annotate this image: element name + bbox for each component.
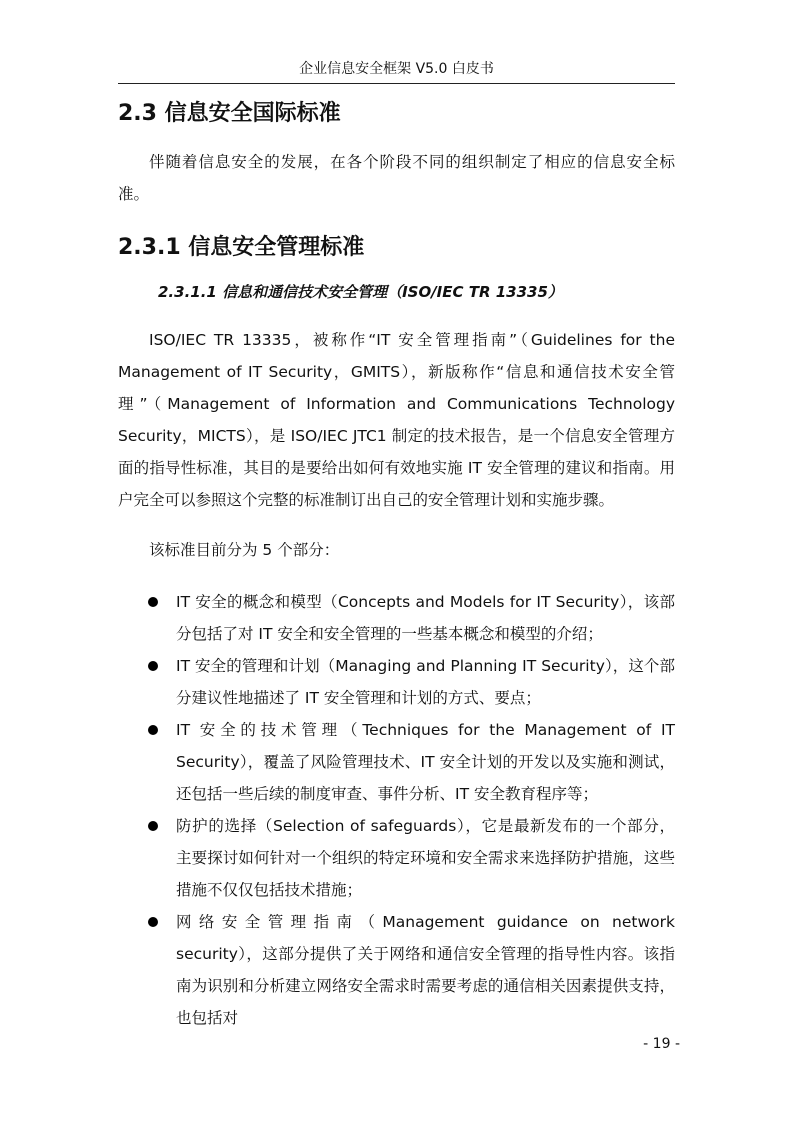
- section-intro-paragraph: 伴随着信息安全的发展，在各个阶段不同的组织制定了相应的信息安全标准。: [118, 153, 675, 203]
- list-item: [118, 650, 675, 714]
- section-heading: 2.3 信息安全国际标准: [118, 101, 341, 126]
- list-item: [118, 714, 675, 810]
- list-item-text: 防护的选择（Selection of safeguards），它是最新发布的一个部分，主要探讨如何针对一个组织的特定环境和安全需求来选择防护措施，这些措施不仅仅包括技术措施；: [176, 817, 675, 899]
- parts-intro: 该标准目前分为 5 个部分：: [149, 541, 340, 559]
- list-item-text: IT 安全的管理和计划（Managing and Planning IT Security），这个部分建议性地描述了 IT 安全管理和计划的方式、要点；: [176, 657, 675, 707]
- parts-list: [118, 586, 675, 1034]
- list-item: [118, 906, 675, 1034]
- list-item-text: IT 安全的概念和模型（Concepts and Models for IT Security），该部分包括了对 IT 安全和安全管理的一些基本概念和模型的介绍；: [176, 593, 675, 643]
- bullet-icon: [148, 597, 158, 607]
- bullet-icon: [148, 725, 158, 735]
- bullet-icon: [148, 821, 158, 831]
- bullet-icon: [148, 661, 158, 671]
- subsubsection-heading: 2.3.1.1 信息和通信技术安全管理（ISO/IEC TR 13335）: [158, 283, 563, 301]
- list-item: [118, 586, 675, 650]
- bullet-icon: [148, 917, 158, 927]
- running-header: 企业信息安全框架 V5.0 白皮书: [118, 58, 675, 84]
- page-number: - 19 -: [643, 1036, 680, 1052]
- list-item: [118, 810, 675, 906]
- subsection-heading: 2.3.1 信息安全管理标准: [118, 235, 365, 260]
- page-body: [118, 96, 675, 1034]
- list-item-text: 网络安全管理指南（Management guidance on network security），这部分提供了关于网络和通信安全管理的指导性内容。该指南为识别和分析建立网络安全需求时需要考虑的通信相关因素提供支持，也包括对: [176, 913, 675, 1027]
- list-item-text: IT 安全的技术管理（Techniques for the Management of IT Security），覆盖了风险管理技术、IT 安全计划的开发以及实施和测试，还包括一些后续的制度审查、事件分析、IT 安全教育程序等；: [176, 721, 675, 803]
- iso-13335-description: ISO/IEC TR 13335，被称作“IT 安全管理指南”（Guidelines for the Management of IT Security，GMITS），新版称作“信息和通信技术安全管理”（Management of Information and Communications Technology Security，MICTS），是 ISO/IEC JTC1 制定的技术报告，是一个信息安全管理方面的指导性标准，其目的是要给出如何有效地实施 IT 安全管理的建议和指南。用户完全可以参照这个完整的标准制订出自己的安全管理计划和实施步骤。: [118, 331, 675, 509]
